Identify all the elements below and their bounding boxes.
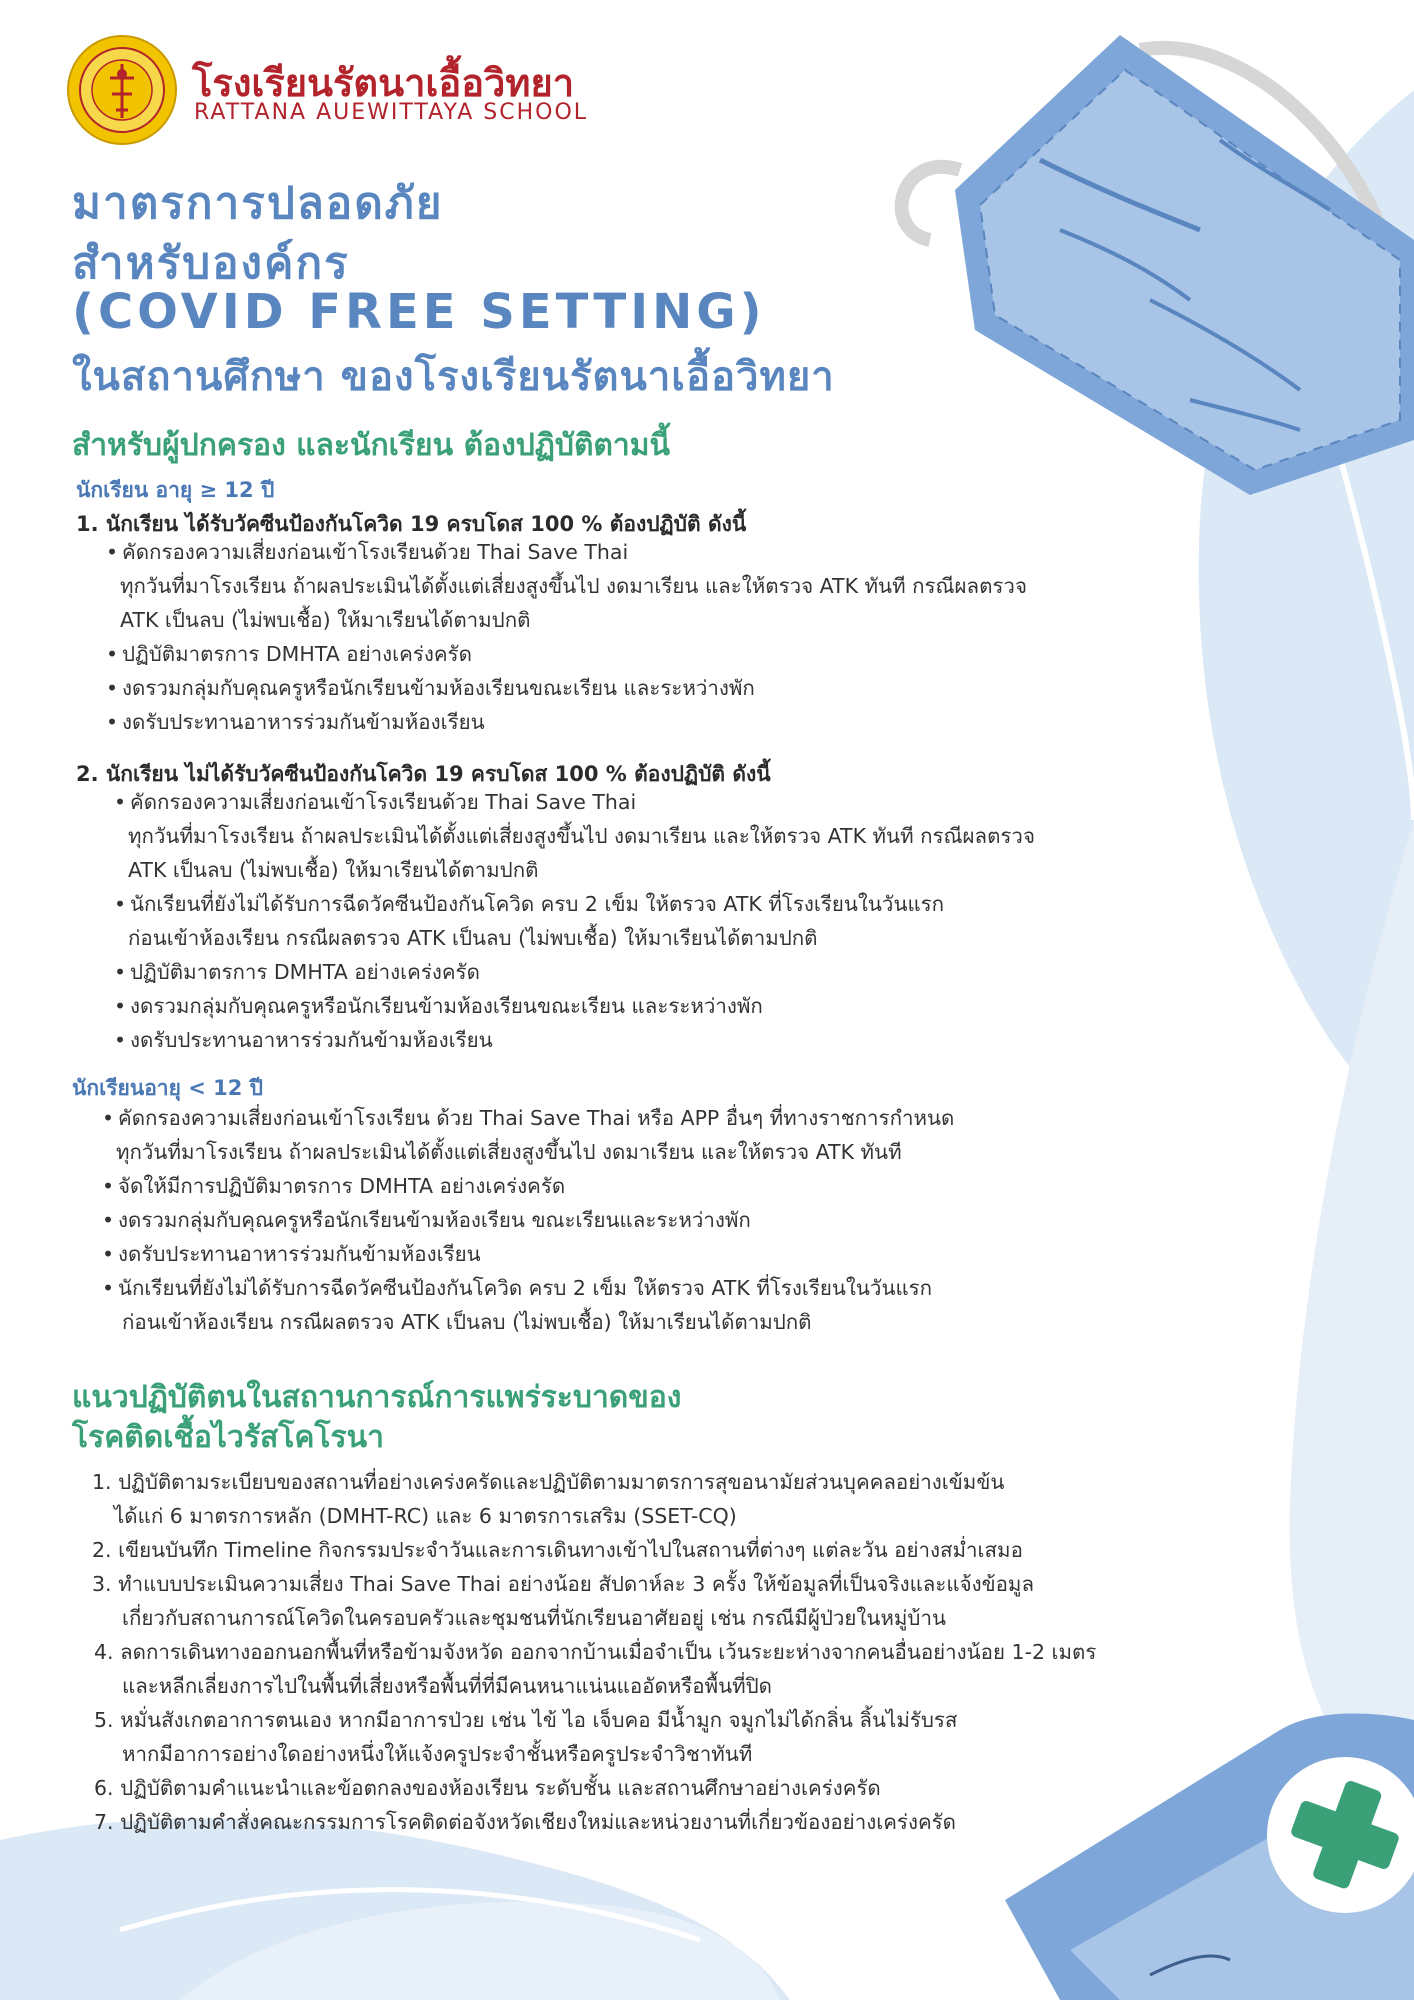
list-item-continuation: ก่อนเข้าห้องเรียน กรณีผลตรวจ ATK เป็นลบ (ไม่พบเชื้อ) ให้มาเรียนได้ตามปกติ <box>122 1310 812 1334</box>
list-item: • งดรับประทานอาหารร่วมกันข้ามห้องเรียน <box>130 1030 493 1051</box>
title-line-1: มาตรการปลอดภัย <box>72 178 444 229</box>
list-item-continuation: ATK เป็นลบ (ไม่พบเชื้อ) ให้มาเรียนได้ตามปกติ <box>120 608 531 632</box>
section2-heading-line-1: แนวปฏิบัติตนในสถานการณ์การแพร่ระบาดของ <box>72 1380 682 1415</box>
school-name-english: RATTANA AUEWITTAYA SCHOOL <box>194 100 589 125</box>
title-line-3: (COVID FREE SETTING) <box>72 284 766 340</box>
list-item: • คัดกรองความเสี่ยงก่อนเข้าโรงเรียน ด้วย Thai Save Thai หรือ APP อื่นๆ ที่ทางราชการกำหนด <box>118 1108 954 1129</box>
list-item-continuation: ATK เป็นลบ (ไม่พบเชื้อ) ให้มาเรียนได้ตามปกติ <box>128 858 539 882</box>
list-item: • ปฏิบัติมาตรการ DMHTA อย่างเคร่งครัด <box>130 962 480 983</box>
age-label-12-plus: นักเรียน อายุ ≥ 12 ปี <box>76 478 275 502</box>
age-label-under-12: นักเรียนอายุ < 12 ปี <box>72 1076 263 1100</box>
list-item: • จัดให้มีการปฏิบัติมาตรการ DMHTA อย่างเคร่งครัด <box>118 1176 565 1197</box>
list-item: • คัดกรองความเสี่ยงก่อนเข้าโรงเรียนด้วย Thai Save Thai <box>130 792 636 813</box>
list-item: • งดรับประทานอาหารร่วมกันข้ามห้องเรียน <box>118 1244 481 1265</box>
list-item: • นักเรียนที่ยังไม่ได้รับการฉีดวัคซีนป้องกันโควิด ครบ 2 เข็ม ให้ตรวจ ATK ที่โรงเรียนในวันแรก <box>130 894 944 915</box>
title-line-4: ในสถานศึกษา ของโรงเรียนรัตนาเอื้อวิทยา <box>72 354 835 400</box>
numbered-item-continuation: เกี่ยวกับสถานการณ์โควิดในครอบครัวและชุมชนที่นักเรียนอาศัยอยู่ เช่น กรณีมีผู้ป่วยในหมู่บ้าน <box>122 1606 946 1630</box>
section2-heading-line-2: โรคติดเชื้อไวรัสโคโรนา <box>72 1420 385 1455</box>
school-name-thai: โรงเรียนรัตนาเอื้อวิทยา <box>192 61 575 105</box>
school-logo <box>66 34 178 146</box>
list-item-continuation: ทุกวันที่มาโรงเรียน ถ้าผลประเมินได้ตั้งแต่เสี่ยงสูงขึ้นไป งดมาเรียน และให้ตรวจ ATK ทันที กรณีผลตรวจ <box>128 824 1035 848</box>
list-item: • งดรวมกลุ่มกับคุณครูหรือนักเรียนข้ามห้องเรียนขณะเรียน และระหว่างพัก <box>130 996 763 1017</box>
list-item-continuation: ทุกวันที่มาโรงเรียน ถ้าผลประเมินได้ตั้งแต่เสี่ยงสูงขึ้นไป งดมาเรียน และให้ตรวจ ATK ทันที กรณีผลตรวจ <box>120 574 1027 598</box>
list-item: • นักเรียนที่ยังไม่ได้รับการฉีดวัคซีนป้องกันโควิด ครบ 2 เข็ม ให้ตรวจ ATK ที่โรงเรียนในวันแรก <box>118 1278 932 1299</box>
item1-heading: 1. นักเรียน ได้รับวัคซีนป้องกันโควิด 19 ครบโดส 100 % ต้องปฏิบัติ ดังนี้ <box>76 512 747 536</box>
title-line-2: สำหรับองค์กร <box>72 238 350 289</box>
list-item-continuation: ก่อนเข้าห้องเรียน กรณีผลตรวจ ATK เป็นลบ (ไม่พบเชื้อ) ให้มาเรียนได้ตามปกติ <box>128 926 818 950</box>
section1-heading: สำหรับผู้ปกครอง และนักเรียน ต้องปฏิบัติตามนี้ <box>72 428 671 463</box>
list-item-continuation: ทุกวันที่มาโรงเรียน ถ้าผลประเมินได้ตั้งแต่เสี่ยงสูงขึ้นไป งดมาเรียน และให้ตรวจ ATK ทันที <box>116 1140 902 1164</box>
list-item: • คัดกรองความเสี่ยงก่อนเข้าโรงเรียนด้วย Thai Save Thai <box>122 542 628 563</box>
numbered-item: 6. ปฏิบัติตามคำแนะนำและข้อตกลงของห้องเรียน ระดับชั้น และสถานศึกษาอย่างเคร่งครัด <box>94 1776 881 1800</box>
numbered-item: 7. ปฏิบัติตามคำสั่งคณะกรรมการโรคติดต่อจังหวัดเชียงใหม่และหน่วยงานที่เกี่ยวข้องอย่างเคร่งครัด <box>94 1810 956 1834</box>
numbered-item-continuation: ได้แก่ 6 มาตรการหลัก (DMHT-RC) และ 6 มาตรการเสริม (SSET-CQ) <box>114 1504 737 1528</box>
numbered-item: 5. หมั่นสังเกตอาการตนเอง หากมีอาการป่วย เช่น ไข้ ไอ เจ็บคอ มีน้ำมูก จมูกไม่ได้กลิ่น ลิ้นไม่รับรส <box>94 1708 958 1732</box>
numbered-item-continuation: และหลีกเลี่ยงการไปในพื้นที่เสี่ยงหรือพื้นที่ที่มีคนหนาแน่นแออัดหรือพื้นที่ปิด <box>122 1674 772 1698</box>
list-item: • ปฏิบัติมาตรการ DMHTA อย่างเคร่งครัด <box>122 644 472 665</box>
numbered-item: 4. ลดการเดินทางออกนอกพื้นที่หรือข้ามจังหวัด ออกจากบ้านเมื่อจำเป็น เว้นระยะห่างจากคนอื่นอย่างน้อย 1-2 เมตร <box>94 1640 1097 1664</box>
list-item: • งดรับประทานอาหารร่วมกันข้ามห้องเรียน <box>122 712 485 733</box>
numbered-item: 3. ทำแบบประเมินความเสี่ยง Thai Save Thai อย่างน้อย สัปดาห์ละ 3 ครั้ง ให้ข้อมูลที่เป็นจริงและแจ้งข้อมูล <box>92 1572 1035 1596</box>
numbered-item: 1. ปฏิบัติตามระเบียบของสถานที่อย่างเคร่งครัดและปฏิบัติตามมาตรการสุขอนามัยส่วนบุคคลอย่างเข้มข้น <box>92 1470 1005 1494</box>
list-item: • งดรวมกลุ่มกับคุณครูหรือนักเรียนข้ามห้องเรียน ขณะเรียนและระหว่างพัก <box>118 1210 751 1231</box>
numbered-item-continuation: หากมีอาการอย่างใดอย่างหนึ่งให้แจ้งครูประจำชั้นหรือครูประจำวิชาทันที <box>122 1742 753 1766</box>
numbered-item: 2. เขียนบันทึก Timeline กิจกรรมประจำวันและการเดินทางเข้าไปในสถานที่ต่างๆ แต่ละวัน อย่างสม่ำเสมอ <box>92 1538 1023 1562</box>
item2-heading: 2. นักเรียน ไม่ได้รับวัคซีนป้องกันโควิด 19 ครบโดส 100 % ต้องปฏิบัติ ดังนี้ <box>76 762 771 786</box>
list-item: • งดรวมกลุ่มกับคุณครูหรือนักเรียนข้ามห้องเรียนขณะเรียน และระหว่างพัก <box>122 678 755 699</box>
